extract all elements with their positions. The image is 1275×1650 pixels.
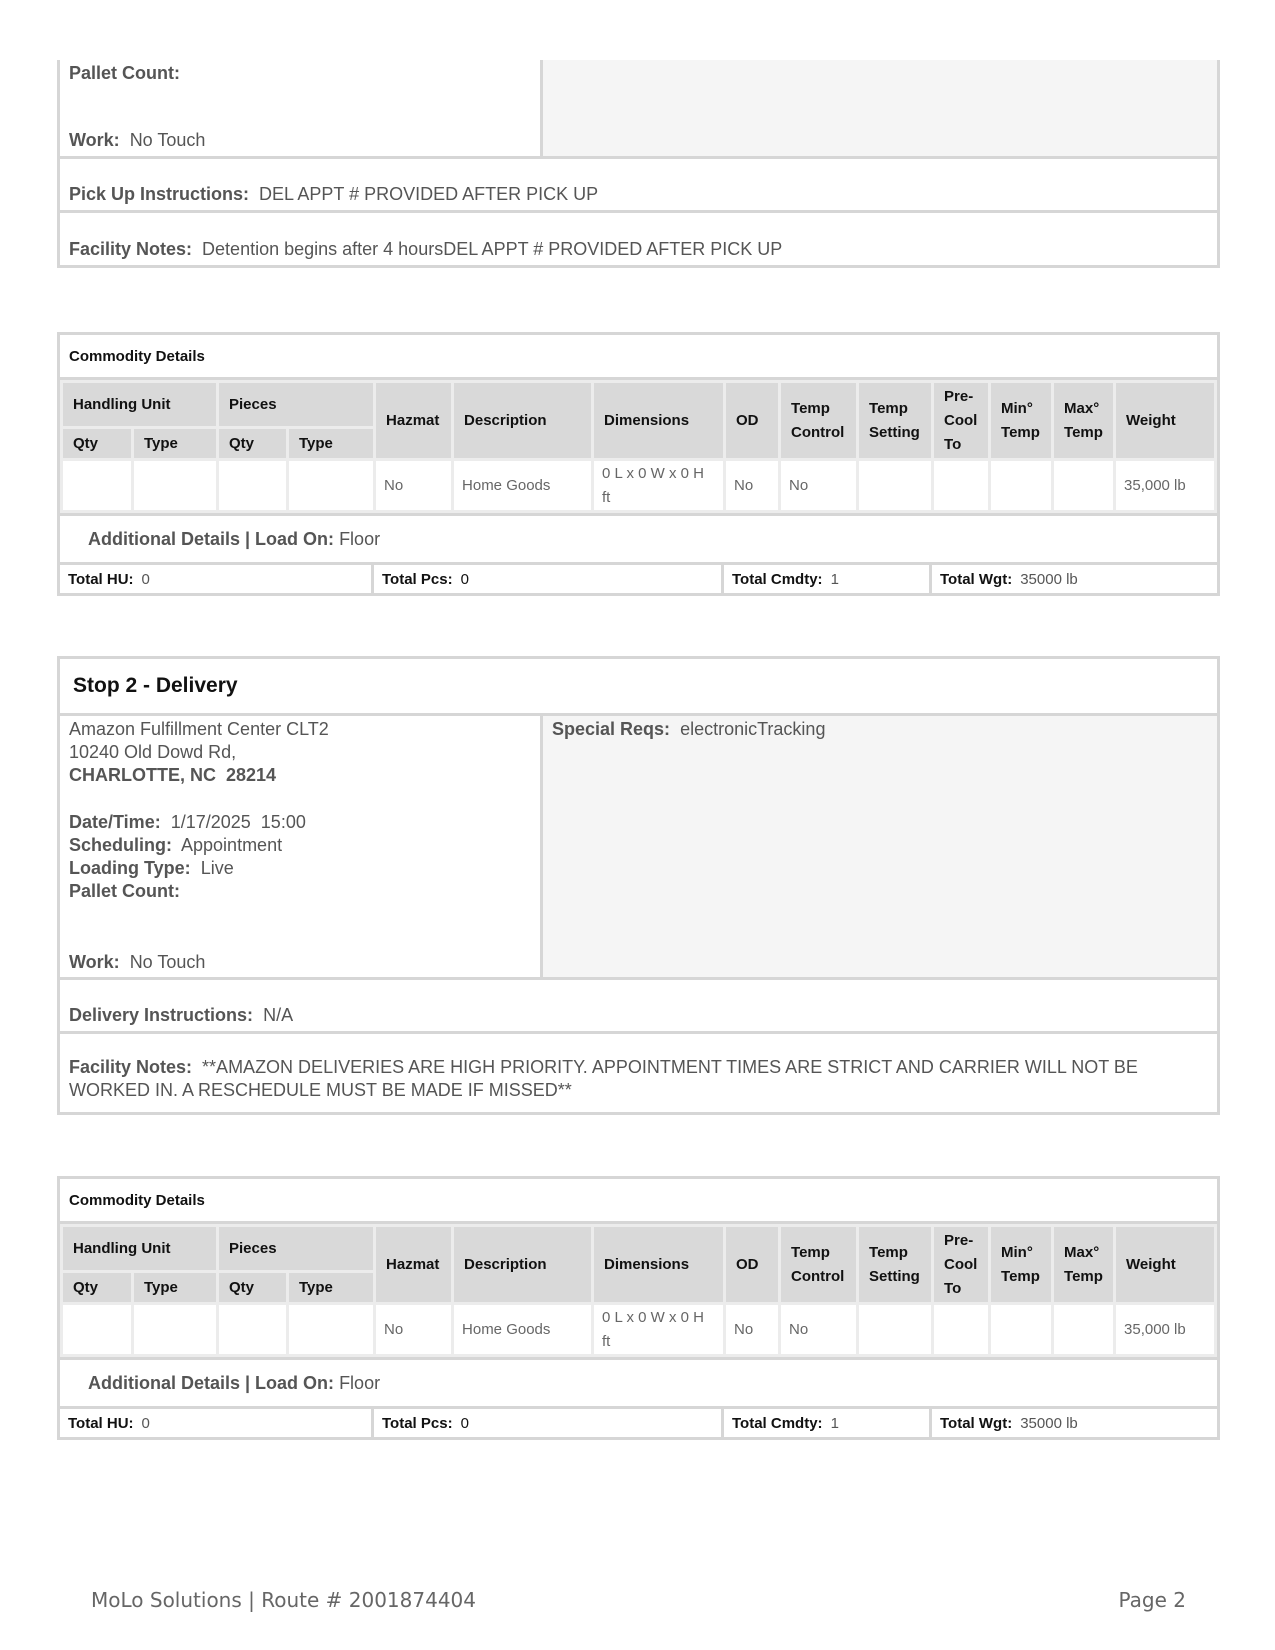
- pallet-count-label: Pallet Count:: [69, 881, 180, 901]
- pc-qty-header: Qty: [218, 428, 288, 460]
- min-temp-cell: [990, 460, 1053, 512]
- temp-setting-cell: [858, 460, 933, 512]
- dimensions-header: Dimensions: [593, 382, 725, 460]
- facility-notes-value: **AMAZON DELIVERIES ARE HIGH PRIORITY. APPOINTMENT TIMES ARE STRICT AND CARRIER WILL NOT BE WORKED IN. A RESCHEDULE MUST BE MADE IF MISSED**: [69, 1057, 1138, 1100]
- max-temp-cell: [1053, 1304, 1115, 1356]
- hu-qty-cell: [62, 1304, 133, 1356]
- work-value: No Touch: [129, 952, 206, 972]
- facility-name: Amazon Fulfillment Center CLT2: [69, 719, 329, 739]
- work-label: Work:: [69, 130, 120, 150]
- od-header: OD: [725, 1226, 780, 1304]
- scheduling-label: Scheduling:: [69, 835, 172, 855]
- pallet-count-label: Pallet Count:: [69, 63, 180, 83]
- stop1-right-panel: [543, 60, 1217, 156]
- hu-type-header: Type: [133, 428, 218, 460]
- od-header: OD: [725, 382, 780, 460]
- totals-row: [60, 565, 1217, 593]
- pc-qty-cell: [218, 460, 288, 512]
- delivery-instructions-value: N/A: [263, 1005, 294, 1025]
- temp-setting-header: Temp Setting: [858, 382, 933, 460]
- hu-type-header: Type: [133, 1272, 218, 1304]
- total-cmdty-value: 1: [830, 570, 839, 588]
- scheduling-value: Appointment: [181, 835, 283, 855]
- load-on-value: Floor: [339, 1372, 381, 1393]
- hazmat-cell: No: [375, 460, 453, 512]
- commodity-details-2: [57, 1176, 1220, 1440]
- pieces-header: Pieces: [218, 382, 375, 428]
- pc-type-cell: [288, 1304, 375, 1356]
- dimensions-cell: 0 L x 0 W x 0 H ft: [593, 460, 725, 512]
- temp-control-cell: No: [780, 1304, 858, 1356]
- facility-notes-label: Facility Notes:: [69, 239, 193, 259]
- pc-type-cell: [288, 460, 375, 512]
- stop2-title: Stop 2 - Delivery: [73, 674, 238, 697]
- precool-header: Pre-Cool To: [933, 382, 990, 460]
- description-cell: Home Goods: [453, 1304, 593, 1356]
- datetime-label: Date/Time:: [69, 812, 161, 832]
- loading-type-label: Loading Type:: [69, 858, 191, 878]
- total-wgt-label: Total Wgt:: [940, 570, 1013, 588]
- hazmat-header: Hazmat: [375, 382, 453, 460]
- special-reqs-value: electronicTracking: [680, 719, 826, 739]
- hu-type-cell: [133, 1304, 218, 1356]
- hazmat-header: Hazmat: [375, 1226, 453, 1304]
- delivery-instructions-label: Delivery Instructions:: [69, 1005, 254, 1025]
- pc-qty-cell: [218, 1304, 288, 1356]
- totals-row: [60, 1409, 1217, 1437]
- total-wgt-value: 35000 lb: [1020, 1414, 1078, 1432]
- dimensions-header: Dimensions: [593, 1226, 725, 1304]
- commodity-details-1: [57, 332, 1220, 596]
- hu-qty-header: Qty: [62, 1272, 133, 1304]
- stop1-section: [57, 60, 1220, 268]
- total-cmdty-label: Total Cmdty:: [732, 570, 823, 588]
- precool-cell: [933, 1304, 990, 1356]
- od-cell: No: [725, 1304, 780, 1356]
- pieces-header: Pieces: [218, 1226, 375, 1272]
- handling-unit-header: Handling Unit: [62, 1226, 218, 1272]
- total-cmdty-label: Total Cmdty:: [732, 1414, 823, 1432]
- total-pcs-value: 0: [460, 570, 469, 588]
- city-state-zip: CHARLOTTE, NC 28214: [69, 765, 277, 785]
- temp-control-cell: No: [780, 460, 858, 512]
- precool-header: Pre-Cool To: [933, 1226, 990, 1304]
- total-hu-label: Total HU:: [68, 570, 134, 588]
- pc-qty-header: Qty: [218, 1272, 288, 1304]
- table-row: [62, 460, 1216, 512]
- description-cell: Home Goods: [453, 460, 593, 512]
- description-header: Description: [453, 382, 593, 460]
- special-reqs-label: Special Reqs:: [552, 719, 671, 739]
- total-hu-label: Total HU:: [68, 1414, 134, 1432]
- commodity-table: [60, 1224, 1217, 1357]
- additional-details-label: Additional Details | Load On:: [88, 528, 335, 549]
- commodity-title: Commodity Details: [60, 1179, 1217, 1224]
- total-hu-value: 0: [141, 1414, 150, 1432]
- datetime-value: 1/17/2025 15:00: [170, 812, 306, 832]
- total-pcs-label: Total Pcs:: [382, 570, 453, 588]
- additional-details-label: Additional Details | Load On:: [88, 1372, 335, 1393]
- temp-control-header: Temp Control: [780, 1226, 858, 1304]
- total-wgt-label: Total Wgt:: [940, 1414, 1013, 1432]
- min-temp-header: Min° Temp: [990, 1226, 1053, 1304]
- facility-notes-label: Facility Notes:: [69, 1057, 193, 1077]
- temp-setting-header: Temp Setting: [858, 1226, 933, 1304]
- commodity-title: Commodity Details: [60, 335, 1217, 380]
- temp-setting-cell: [858, 1304, 933, 1356]
- address-line1: 10240 Old Dowd Rd,: [69, 742, 237, 762]
- max-temp-cell: [1053, 460, 1115, 512]
- min-temp-header: Min° Temp: [990, 382, 1053, 460]
- total-cmdty-value: 1: [830, 1414, 839, 1432]
- weight-cell: 35,000 lb: [1115, 460, 1216, 512]
- commodity-table: [60, 380, 1217, 513]
- pc-type-header: Type: [288, 428, 375, 460]
- load-on-value: Floor: [339, 528, 381, 549]
- dimensions-cell: 0 L x 0 W x 0 H ft: [593, 1304, 725, 1356]
- pc-type-header: Type: [288, 1272, 375, 1304]
- pickup-instructions-value: DEL APPT # PROVIDED AFTER PICK UP: [259, 184, 599, 204]
- total-pcs-value: 0: [460, 1414, 469, 1432]
- min-temp-cell: [990, 1304, 1053, 1356]
- table-row: [62, 1304, 1216, 1356]
- hazmat-cell: No: [375, 1304, 453, 1356]
- footer-route: MoLo Solutions | Route # 2001874404: [91, 1588, 476, 1612]
- total-wgt-value: 35000 lb: [1020, 570, 1078, 588]
- work-label: Work:: [69, 952, 120, 972]
- precool-cell: [933, 460, 990, 512]
- weight-header: Weight: [1115, 382, 1216, 460]
- footer-page-number: Page 2: [1118, 1588, 1186, 1612]
- weight-header: Weight: [1115, 1226, 1216, 1304]
- temp-control-header: Temp Control: [780, 382, 858, 460]
- pickup-instructions-label: Pick Up Instructions:: [69, 184, 250, 204]
- work-value: No Touch: [129, 130, 206, 150]
- facility-notes-value: Detention begins after 4 hoursDEL APPT # PROVIDED AFTER PICK UP: [202, 239, 783, 259]
- stop2-section: [57, 656, 1220, 1115]
- total-hu-value: 0: [141, 570, 150, 588]
- loading-type-value: Live: [200, 858, 234, 878]
- max-temp-header: Max° Temp: [1053, 1226, 1115, 1304]
- description-header: Description: [453, 1226, 593, 1304]
- od-cell: No: [725, 460, 780, 512]
- hu-type-cell: [133, 460, 218, 512]
- hu-qty-header: Qty: [62, 428, 133, 460]
- max-temp-header: Max° Temp: [1053, 382, 1115, 460]
- hu-qty-cell: [62, 460, 133, 512]
- total-pcs-label: Total Pcs:: [382, 1414, 453, 1432]
- weight-cell: 35,000 lb: [1115, 1304, 1216, 1356]
- handling-unit-header: Handling Unit: [62, 382, 218, 428]
